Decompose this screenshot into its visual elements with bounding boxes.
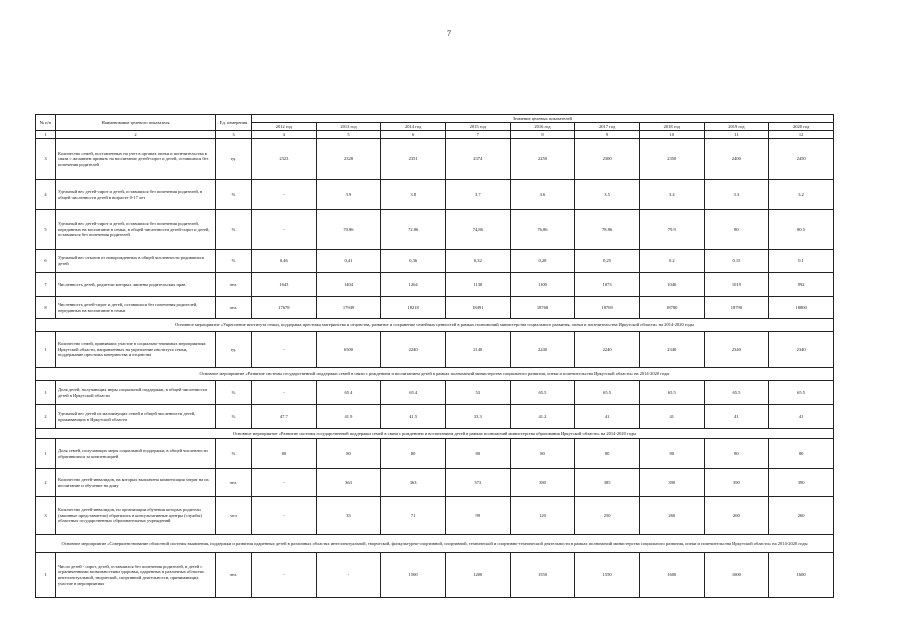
indicator-value: 70.86	[316, 210, 381, 250]
header-year: 2016 год	[510, 123, 575, 131]
indicator-unit: ед.	[216, 332, 252, 368]
indicator-value: 1200	[445, 553, 510, 598]
table-row	[36, 180, 834, 210]
indicator-name: Численность детей, родители которых лишены родительских прав	[56, 273, 216, 297]
section-title: Основное мероприятие «Совершенствование областной системы выявления, поддержки и развития одаренных детей в различных областях интеллектуальной, творческой, физкультурно-спортивной, спортивной, технической и спортивно-технической деятельности в рамках полномочий министерства социального развития, опеки и попечительства Иркутской области» на 2014-2020 годы	[36, 535, 834, 553]
indicator-value: 1600	[639, 553, 704, 598]
column-number: 6	[381, 131, 446, 139]
indicator-unit: %	[216, 250, 252, 273]
page-number: 7	[447, 29, 451, 38]
column-number: 9	[575, 131, 640, 139]
indicator-value: 2300	[575, 139, 640, 180]
header-year: 2015 год	[445, 123, 510, 131]
row-number: 1	[36, 439, 56, 469]
indicator-value: 3.8	[381, 180, 446, 210]
indicator-unit: чел.	[216, 469, 252, 497]
indicator-value: 2240	[575, 332, 640, 368]
indicator-unit: чел.	[216, 553, 252, 598]
indicator-value: 41.2	[510, 405, 575, 429]
indicator-value: 99	[445, 497, 510, 535]
indicator-value: 41	[575, 405, 640, 429]
indicator-value: 2323	[252, 139, 317, 180]
indicator-value: 380	[510, 469, 575, 497]
indicator-value: 0.1	[769, 250, 834, 273]
column-number: 2	[56, 131, 216, 139]
indicator-value: 41	[639, 405, 704, 429]
header-name: Наименование целевого показателя	[56, 115, 216, 131]
indicator-unit: %	[216, 439, 252, 469]
row-number: 2	[36, 405, 56, 429]
indicator-value: 65.5	[639, 381, 704, 405]
indicator-name: Удельный вес детей-сирот и детей, оставшихся без попечения родителей, в общей численности детей в возрасте 0-17 лет	[56, 180, 216, 210]
indicator-name: Число детей - сирот, детей, оставшихся без попечения родителей, и детей с ограниченными возможностями здоровья, одаренных в различных областях интеллектуальной, творческой, спортивной деятельности, принимающих участие в мероприятиях	[56, 553, 216, 598]
indicator-value: 992	[769, 273, 834, 297]
indicator-name: Количество детей-инвалидов, на которых выплачена компенсация затрат на их воспитание и обучение на дому	[56, 469, 216, 497]
indicator-value: 1643	[252, 273, 317, 297]
indicator-value: 2450	[769, 139, 834, 180]
section-title: Основное мероприятие «Развитие системы государственной поддержки семей в связи с рождением и воспитанием детей в рамках полномочий министерства социального развития, опеки и попечительства Иркутской области» на 2014-2020 годы	[36, 368, 834, 381]
indicator-name: Численность детей-сирот и детей, оставшихся без попечения родителей, переданных на воспитание в семьи	[56, 297, 216, 319]
indicator-value: 0.15	[704, 250, 769, 273]
indicator-value: 18769	[575, 297, 640, 319]
indicator-value: 2340	[704, 332, 769, 368]
row-number: 3	[36, 497, 56, 535]
indicator-value: 2250	[510, 139, 575, 180]
indicators-table	[35, 114, 834, 598]
row-number: 6	[36, 250, 56, 273]
indicator-value: 65.4	[316, 381, 381, 405]
section-title: Основное мероприятие «Укрепление института семьи, поддержка престижа материнства и отцовства, развитие и сохранение семейных ценностей в рамках полномочий министерства социального развития, опеки и попечительства Иркутской области» на 2014-2020 годы	[36, 319, 834, 332]
table-row	[36, 210, 834, 250]
indicator-value: 18491	[445, 297, 510, 319]
table-row	[36, 332, 834, 368]
header-year: 2012 год	[252, 123, 317, 131]
indicator-value: 80	[252, 439, 317, 469]
indicator-value: 80	[704, 439, 769, 469]
indicator-value: -	[252, 210, 317, 250]
row-number: 2	[36, 469, 56, 497]
indicator-value: 33.3	[445, 405, 510, 429]
indicator-value: 1600	[704, 553, 769, 598]
header-values: Значение целевых показателей	[252, 115, 834, 123]
indicator-value: 260	[639, 497, 704, 535]
indicator-value: 0.2	[639, 250, 704, 273]
indicator-value: 0,36	[381, 250, 446, 273]
column-number: 4	[252, 131, 317, 139]
indicator-value: 17678	[252, 297, 317, 319]
indicator-value: 363	[381, 469, 446, 497]
indicator-value: 390	[704, 469, 769, 497]
indicator-value: 79.9	[639, 210, 704, 250]
indicator-value: 47.7	[252, 405, 317, 429]
indicator-value: 1019	[704, 273, 769, 297]
indicator-value: 0,25	[575, 250, 640, 273]
indicator-value: 80	[510, 439, 575, 469]
indicator-value: -	[252, 469, 317, 497]
header-year: 2020 год	[769, 123, 834, 131]
table-row	[36, 553, 834, 598]
group-1-rows	[36, 139, 834, 319]
indicator-name: Удельный вес детей-сирот и детей, оставшихся без попечения родителей, переданных на воспитание в семьи, в общей численности детей-сирот и детей, оставшихся без попечения родителей	[56, 210, 216, 250]
header-year: 2014 год	[381, 123, 446, 131]
indicator-name: Удельный вес детей из малоимущих семей в общей численности детей, проживающих в Иркутской области	[56, 405, 216, 429]
indicator-value: 18800	[769, 297, 834, 319]
row-number: 1	[36, 553, 56, 598]
indicator-value: 78.86	[575, 210, 640, 250]
indicator-value: 3.5	[575, 180, 640, 210]
column-number: 7	[445, 131, 510, 139]
indicator-value: 2240	[510, 332, 575, 368]
header-year: 2017 год	[575, 123, 640, 131]
indicator-value: 3.7	[445, 180, 510, 210]
column-number: 8	[510, 131, 575, 139]
indicator-value: 0,41	[316, 250, 381, 273]
indicator-value: 18218	[381, 297, 446, 319]
table-row	[36, 497, 834, 535]
indicator-value: 65.4	[381, 381, 446, 405]
indicator-value: 41	[704, 405, 769, 429]
indicator-unit: чел.	[216, 273, 252, 297]
column-number: 12	[769, 131, 834, 139]
indicator-value: 120	[510, 497, 575, 535]
indicator-value: 2240	[381, 332, 446, 368]
indicator-value: 3.9	[316, 180, 381, 210]
indicator-unit: %	[216, 381, 252, 405]
table-row	[36, 439, 834, 469]
indicator-unit: %	[216, 210, 252, 250]
indicator-unit: %	[216, 180, 252, 210]
indicator-value: -	[316, 553, 381, 598]
indicator-value: -	[252, 180, 317, 210]
indicator-value: 41	[769, 405, 834, 429]
table-row	[36, 405, 834, 429]
indicator-value: 72.86	[381, 210, 446, 250]
group-5-rows	[36, 553, 834, 598]
indicator-name: Количество детей-инвалидов, по организации обучения которых родители (законные представители) обратились в консультативные центры (службы) областных государственных образовательных учреждений	[56, 497, 216, 535]
column-number: 10	[639, 131, 704, 139]
indicator-value: 1600	[769, 553, 834, 598]
indicator-value: 80	[769, 439, 834, 469]
indicator-name: Доля детей, получающих меры социальной поддержки, в общей численности детей в Иркутской области	[56, 381, 216, 405]
indicator-value: 260	[704, 497, 769, 535]
indicator-unit: %	[216, 405, 252, 429]
indicator-value: 2340	[769, 332, 834, 368]
column-number: 3	[216, 131, 252, 139]
column-number: 5	[316, 131, 381, 139]
indicator-value: 1073	[575, 273, 640, 297]
indicator-value: 18780	[639, 297, 704, 319]
indicator-value: 35	[316, 497, 381, 535]
indicator-value: 80	[381, 439, 446, 469]
indicator-value: -	[252, 381, 317, 405]
table-row	[36, 250, 834, 273]
indicator-value: 0,46	[252, 250, 317, 273]
indicator-value: 41.5	[381, 405, 446, 429]
indicator-value: 385	[575, 469, 640, 497]
table-row	[36, 139, 834, 180]
header-num: № п/п	[36, 115, 56, 131]
row-number: 7	[36, 273, 56, 297]
indicator-value: -	[252, 497, 317, 535]
indicator-value: 1550	[575, 553, 640, 598]
indicator-value: 250	[575, 497, 640, 535]
indicator-value: 0,32	[445, 250, 510, 273]
indicator-value: 80	[316, 439, 381, 469]
row-number: 8	[36, 297, 56, 319]
indicator-value: 18790	[704, 297, 769, 319]
table-row	[36, 469, 834, 497]
indicator-value: -	[252, 332, 317, 368]
indicator-name: Количество семей, принявших участие в социально-значимых мероприятиях Иркутской области, направленных на укрепление института семьи, поддержание престижа материнства и отцовства	[56, 332, 216, 368]
indicator-value: 17949	[316, 297, 381, 319]
indicator-unit: ед.	[216, 139, 252, 180]
section-title: Основное мероприятие «Развитие системы государственной поддержки семей в связи с рождением и воспитанием детей в рамках полномочий министерства образования Иркутской области» на 2014-2020 годы	[36, 429, 834, 439]
indicator-value: 2350	[639, 139, 704, 180]
indicator-value: 53	[445, 381, 510, 405]
indicator-value: 0,28	[510, 250, 575, 273]
indicator-name: Количество семей, поставленных на учет в органах опеки и попечительства в связи с желанием принять на воспитание детей-сирот и детей, оставшихся без попечения родителей	[56, 139, 216, 180]
indicator-value: 2400	[704, 139, 769, 180]
indicator-value: 1404	[316, 273, 381, 297]
indicator-value: 65.5	[575, 381, 640, 405]
indicator-value: 2140	[445, 332, 510, 368]
indicator-value: 18768	[510, 297, 575, 319]
group-4-rows	[36, 439, 834, 535]
header-year: 2019 год	[704, 123, 769, 131]
indicator-value: 65.5	[769, 381, 834, 405]
indicator-value: 6500	[316, 332, 381, 368]
group-3-rows	[36, 381, 834, 429]
indicator-value: 41.9	[316, 405, 381, 429]
indicator-unit: чел	[216, 497, 252, 535]
table-row	[36, 381, 834, 405]
indicator-value: 80	[575, 439, 640, 469]
indicator-value: 80.5	[769, 210, 834, 250]
indicator-value: 3.3	[704, 180, 769, 210]
indicator-value: 2328	[316, 139, 381, 180]
row-number: 1	[36, 332, 56, 368]
indicator-value: 390	[639, 469, 704, 497]
row-number: 5	[36, 210, 56, 250]
indicator-value: 74,86	[445, 210, 510, 250]
indicator-value: 1046	[639, 273, 704, 297]
indicator-value: 1138	[445, 273, 510, 297]
indicator-value: 3.4	[639, 180, 704, 210]
indicator-value: 1264	[381, 273, 446, 297]
table-row	[36, 273, 834, 297]
table-row	[36, 297, 834, 319]
header-year: 2013 год	[316, 123, 381, 131]
indicator-value: 2351	[381, 139, 446, 180]
column-number: 1	[36, 131, 56, 139]
indicator-value: 80	[639, 439, 704, 469]
indicator-value: 65.5	[704, 381, 769, 405]
column-number: 11	[704, 131, 769, 139]
row-number: 3	[36, 139, 56, 180]
indicator-name: Удельный вес отказов от новорожденных в общей численности родившихся детей	[56, 250, 216, 273]
indicator-value: 3.6	[510, 180, 575, 210]
header-unit: Ед. измерения	[216, 115, 252, 131]
indicator-value: 80	[704, 210, 769, 250]
indicator-value: 65.5	[510, 381, 575, 405]
indicator-name: Доля семей, получающих меры социальной поддержки, в общей численности обратившихся за компенсацией	[56, 439, 216, 469]
indicator-value: 363	[316, 469, 381, 497]
indicator-value: 1100	[510, 273, 575, 297]
row-number: 1	[36, 381, 56, 405]
indicator-value: 260	[769, 497, 834, 535]
indicator-value: 80	[445, 439, 510, 469]
indicator-value: 3.2	[769, 180, 834, 210]
indicator-value: 1500	[381, 553, 446, 598]
indicator-value: 2374	[445, 139, 510, 180]
indicator-value: 76,86	[510, 210, 575, 250]
header-year: 2018 год	[639, 123, 704, 131]
indicator-value: 2340	[639, 332, 704, 368]
row-number: 4	[36, 180, 56, 210]
indicator-value: -	[252, 553, 317, 598]
indicator-unit: чел.	[216, 297, 252, 319]
indicator-value: 1550	[510, 553, 575, 598]
group-2-rows	[36, 332, 834, 368]
indicator-value: 373	[445, 469, 510, 497]
indicator-value: 390	[769, 469, 834, 497]
indicator-value: 71	[381, 497, 446, 535]
